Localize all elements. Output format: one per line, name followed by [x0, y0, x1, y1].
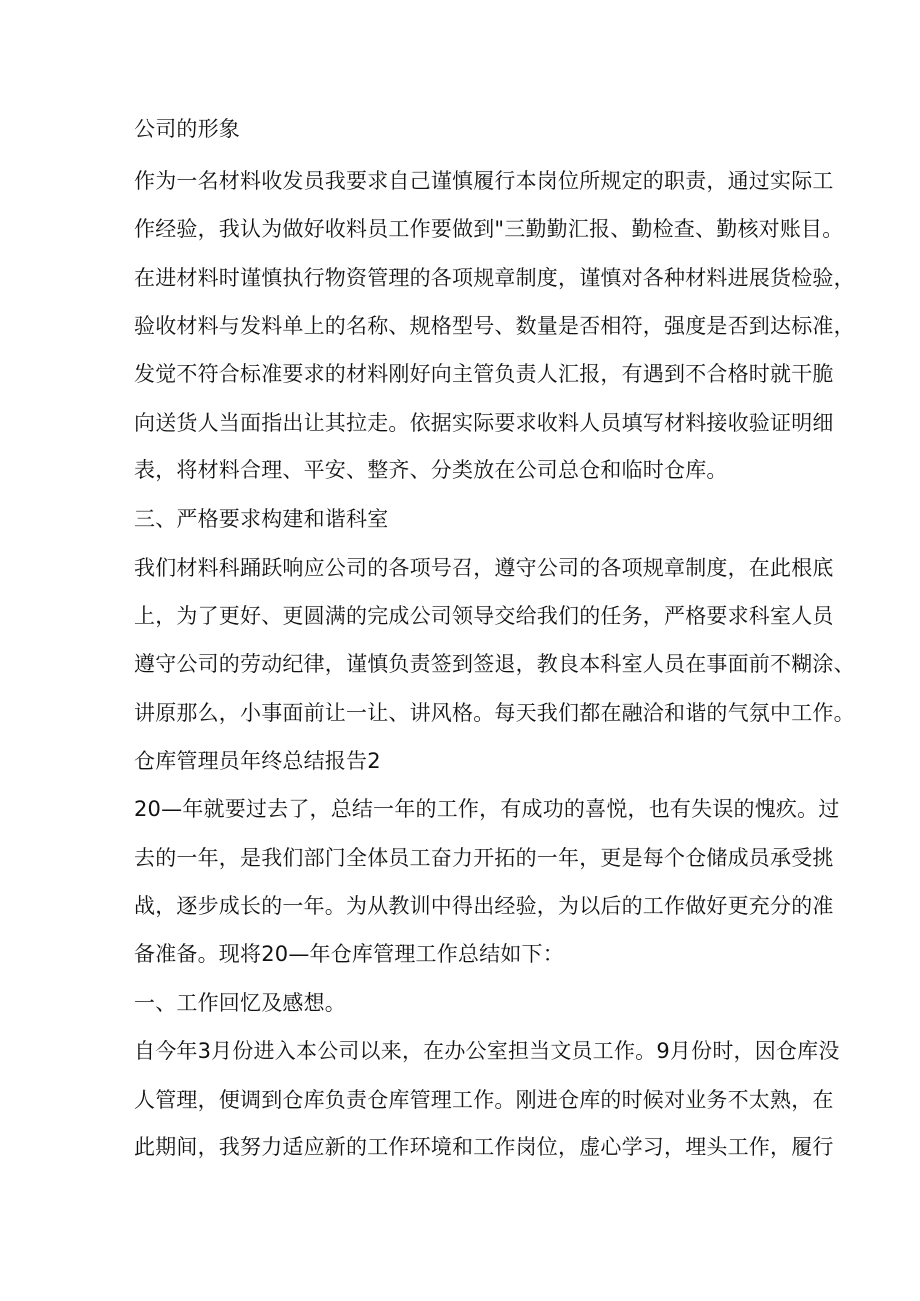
paragraph-line: 作经验，我认为做好收料员工作要做到"三勤勤汇报、勤检查、勤核对账目。: [134, 217, 844, 241]
paragraph-line: 在进材料时谨慎执行物资管理的各项规章制度，谨慎对各种材料进展货检验，: [134, 266, 855, 290]
report-title: 仓库管理员年终总结报告2: [134, 749, 381, 773]
paragraph-line: 我们材料科踊跃响应公司的各项号召，遵守公司的各项规章制度，在此根底: [134, 556, 834, 580]
paragraph-line: 此期间，我努力适应新的工作环境和工作岗位，虚心学习，埋头工作，履行: [134, 1135, 834, 1159]
paragraph-line: 作为一名材料收发员我要求自己谨慎履行本岗位所规定的职责，通过实际工: [134, 169, 834, 193]
paragraph-line: 向送货人当面指出让其拉走。依据实际要求收料人员填写材料接收验证明细: [134, 411, 834, 435]
section-heading-3: 三、严格要求构建和谐科室: [134, 507, 389, 531]
paragraph-line: 发觉不符合标准要求的材料刚好向主管负责人汇报，有遇到不合格时就干脆: [134, 362, 834, 386]
paragraph-line: 验收材料与发料单上的名称、规格型号、数量是否相符，强度是否到达标准，: [134, 314, 855, 338]
paragraph-line: 去的一年，是我们部门全体员工奋力开拓的一年，更是每个仓储成员承受挑: [134, 846, 834, 870]
paragraph-line: 遵守公司的劳动纪律，谨慎负责签到签退，教良本科室人员在事面前不糊涂、: [134, 652, 855, 676]
paragraph-line: 讲原那么，小事面前让一让、讲风格。每天我们都在融洽和谐的气氛中工作。: [134, 701, 855, 725]
paragraph-line: 20—年就要过去了，总结一年的工作，有成功的喜悦，也有失误的愧疚。过: [134, 797, 840, 821]
paragraph-line: 战，逐步成长的一年。为从教训中得出经验，为以后的工作做好更充分的准: [134, 894, 834, 918]
paragraph-line: 人管理，便调到仓库负责仓库管理工作。刚进仓库的时候对业务不太熟，在: [134, 1088, 834, 1112]
paragraph-line: 备准备。现将20—年仓库管理工作总结如下：: [134, 942, 564, 966]
paragraph-line: 表，将材料合理、平安、整齐、分类放在公司总仓和临时仓库。: [134, 458, 728, 482]
paragraph-line: 自今年3月份进入本公司以来，在办公室担当文员工作。9月份时，因仓库没: [134, 1039, 840, 1063]
section-heading-1: 一、工作回忆及感想。: [134, 991, 346, 1015]
paragraph-line: 上，为了更好、更圆满的完成公司领导交给我们的任务，严格要求科室人员: [134, 604, 834, 628]
heading-company-image: 公司的形象: [134, 117, 240, 141]
